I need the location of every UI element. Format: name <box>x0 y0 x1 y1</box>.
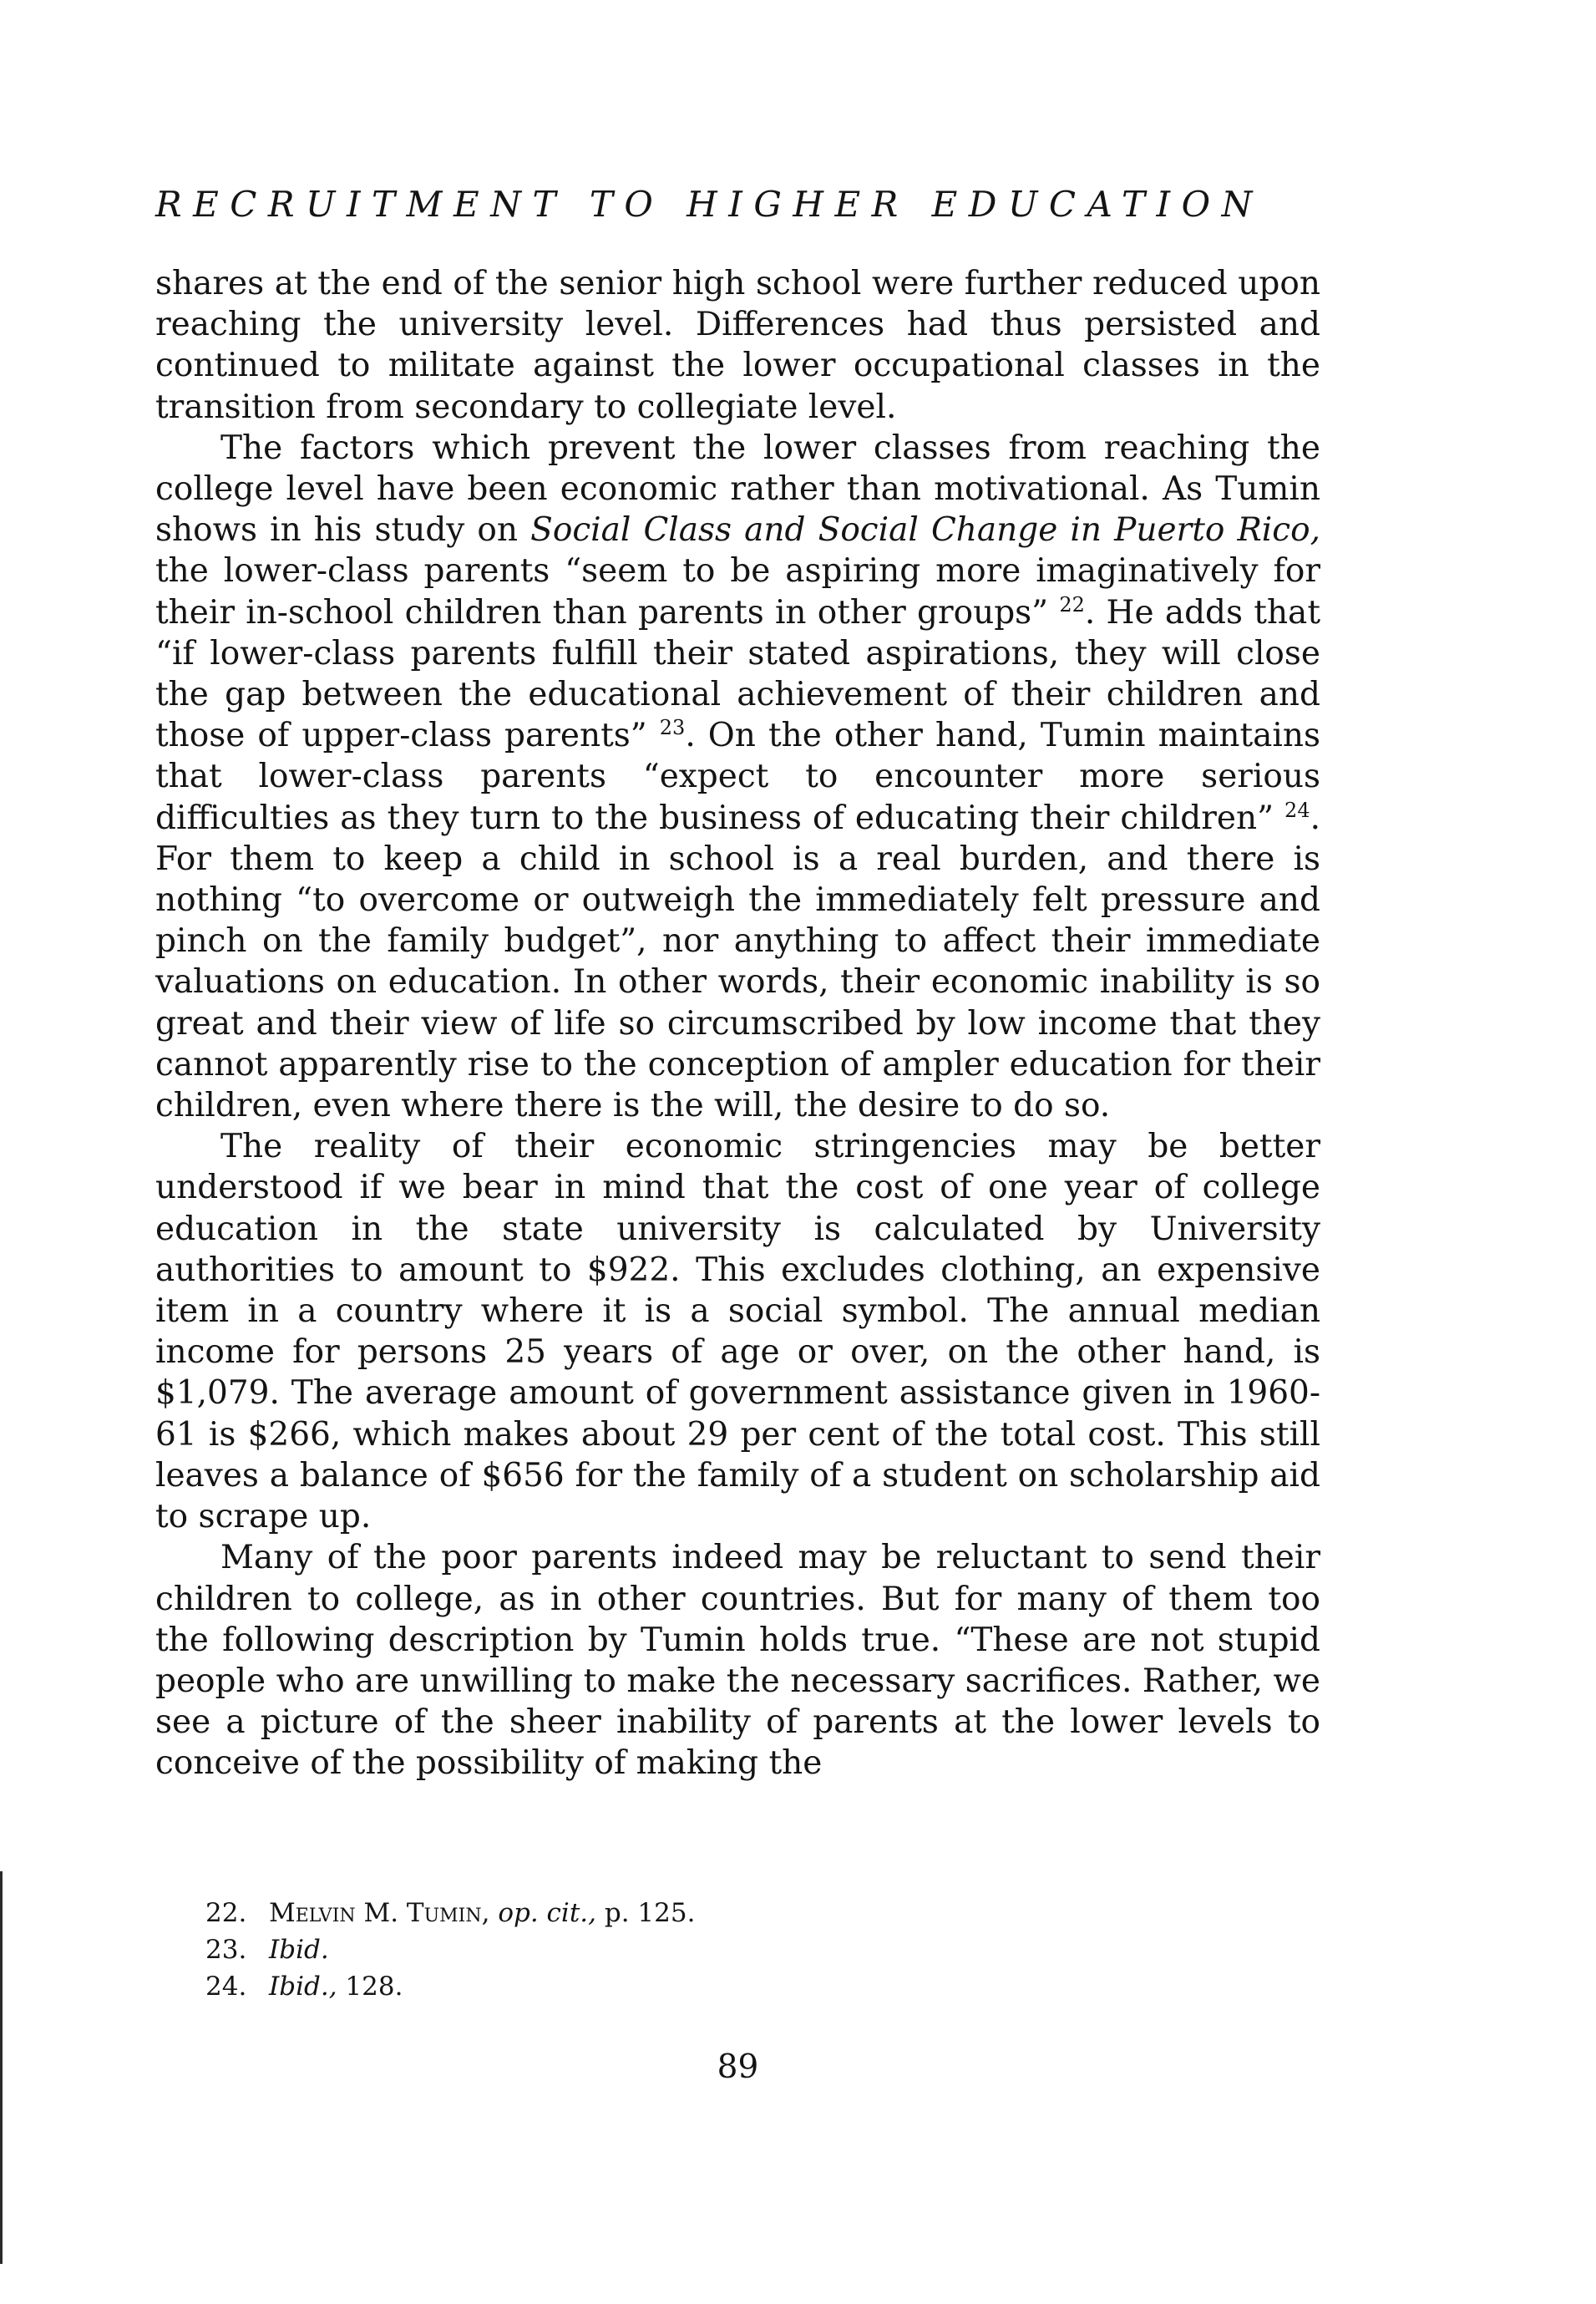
footnote-number: 24. <box>205 1972 247 2002</box>
text-run: shares at the end of the senior high school were further reduced upon reaching the university level. Differences had thus persisted and continued to militate against the lower occupational classes in the transition from secondary to collegiate level. <box>155 265 1320 426</box>
text-run: . He adds that “if lower-class parents fulfill their stated aspirations, they will close the gap between the educational achievement of their children and those of upper-class parents” <box>155 593 1320 755</box>
italic-title: Social Class and Social Change in Puerto Rico, <box>530 511 1321 550</box>
footnote-author: Melvin M. Tumin, <box>269 1898 490 1928</box>
footnote-marker: 22 <box>1059 592 1085 617</box>
footnote <box>205 1931 1208 1968</box>
text-run: The factors which prevent the lower classes from reaching the college level have been economic rather than motivational. As Tumin shows in his study on <box>155 429 1320 550</box>
footnote-ref: op. cit., <box>498 1898 597 1928</box>
footnote-marker: 23 <box>659 716 686 740</box>
running-head: RECRUITMENT TO HIGHER EDUCATION <box>155 184 1264 225</box>
paragraph <box>155 1537 1320 1784</box>
footnotes <box>205 1895 1208 2005</box>
paragraph <box>155 263 1320 428</box>
text-run: the lower-class parents “seem to be aspiring more imaginatively for their in-school children than parents in other groups” <box>155 552 1320 632</box>
page-number: 89 <box>717 2048 759 2086</box>
text-run: The reality of their economic stringencies may be better understood if we bear in mind that the cost of one year of college education in the state university is calculated by University authorities to amount to $922. This excludes clothing, an expensive item in a country where it is a social symbol. The annual median income for persons 25 years of age or over, on the other hand, is $1,079. The average amount of government assistance given in 1960-61 is $266, which makes about 29 per cent of the total cost. This still leaves a balance of $656 for the family of a student on scholarship aid to scrape up. <box>155 1128 1320 1536</box>
paragraph <box>155 1126 1320 1537</box>
footnote <box>205 1895 1208 1931</box>
footnote-marker: 24 <box>1284 798 1310 822</box>
footnote <box>205 1968 1208 2005</box>
footnote-rest: 128. <box>337 1972 403 2002</box>
footnote-ref: Ibid. <box>269 1935 329 1965</box>
body-text <box>155 263 1320 1784</box>
text-run: Many of the poor parents indeed may be reluctant to send their children to college, as in other countries. But for many of them too the following description by Tumin holds true. “These are not stupid people who are unwilling to make the necessary sacrifices. Rather, we see a picture of the sheer inability of parents at the lower levels to conceive of the possibility of making the <box>155 1539 1320 1783</box>
paragraph <box>155 428 1320 1126</box>
text-run: . On the other hand, Tumin maintains that lower-class parents “expect to encounter more serious difficulties as they turn to the business of educating their children” <box>155 717 1320 837</box>
footnote-number: 23. <box>205 1935 247 1965</box>
footnote-rest: p. 125. <box>596 1898 696 1928</box>
footnote-ref: Ibid., <box>269 1972 337 2002</box>
text-run: . For them to keep a child in school is a real burden, and there is nothing “to overcome or outweigh the immediately felt pressure and pinch on the family budget”, nor anything to affect their immediate valuations on education. In other words, their economic inability is so great and their view of life so circumscribed by low income that they cannot apparently rise to the conception of ampler education for their children, even where there is the will, the desire to do so. <box>155 799 1320 1125</box>
footnote-number: 22. <box>205 1898 247 1928</box>
